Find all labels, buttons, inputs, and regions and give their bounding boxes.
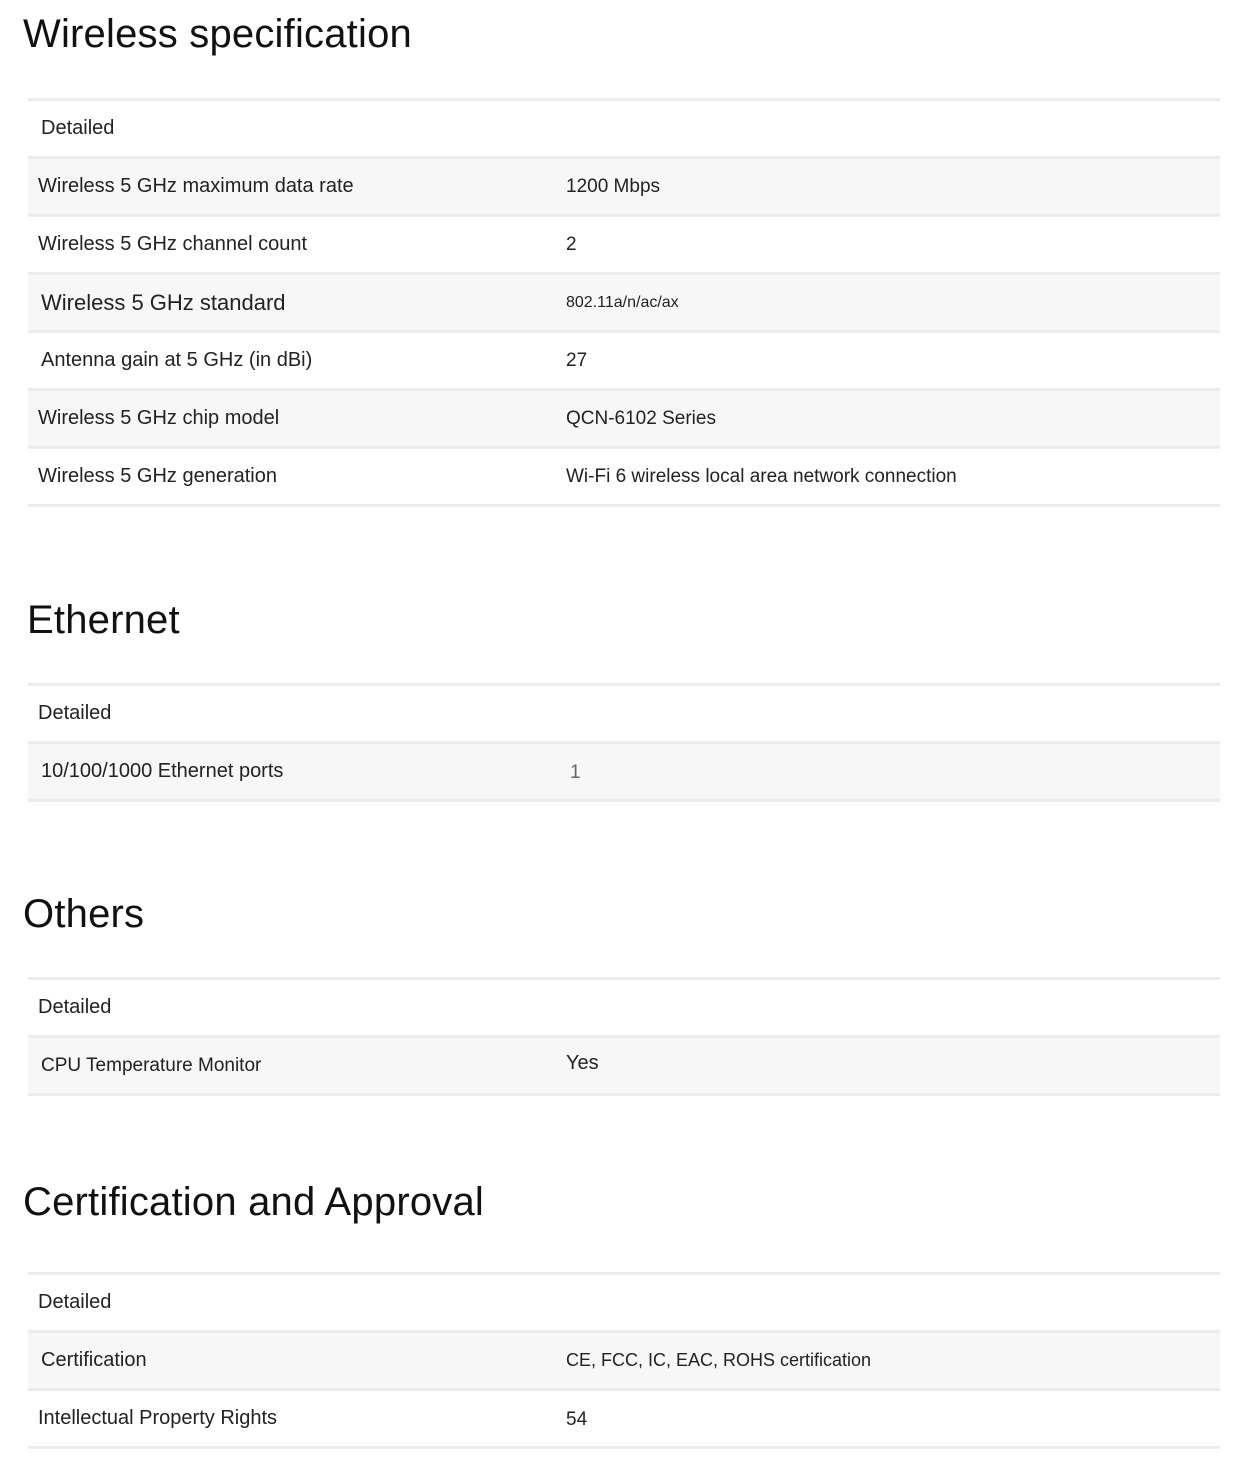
spec-label: 10/100/1000 Ethernet ports	[41, 760, 284, 782]
table-row	[28, 217, 1220, 275]
table-header-label: Detailed	[38, 996, 112, 1018]
spec-value: Yes	[566, 1052, 599, 1074]
table-header-label: Detailed	[38, 1291, 112, 1313]
section-title: Wireless specification	[23, 12, 412, 56]
spec-label: Wireless 5 GHz standard	[41, 289, 286, 315]
table-row	[28, 275, 1220, 333]
table-row	[28, 333, 1220, 391]
table-header-row	[28, 980, 1220, 1038]
spec-label: Antenna gain at 5 GHz (in dBi)	[41, 349, 313, 371]
spec-table-certification	[28, 1272, 1220, 1449]
table-header-row	[28, 686, 1220, 744]
spec-label: Certification	[41, 1349, 147, 1371]
table-row	[28, 1391, 1220, 1449]
table-row	[28, 744, 1220, 802]
spec-value: Wi-Fi 6 wireless local area network connection	[566, 465, 957, 487]
spec-label: Intellectual Property Rights	[38, 1407, 278, 1429]
spec-value: 1200 Mbps	[566, 175, 661, 197]
spec-label: Wireless 5 GHz generation	[38, 465, 277, 487]
table-header-label: Detailed	[41, 117, 115, 139]
spec-label: CPU Temperature Monitor	[41, 1054, 262, 1076]
table-header-row	[28, 1275, 1220, 1333]
spec-value: QCN-6102 Series	[566, 407, 716, 429]
section-title: Ethernet	[27, 598, 180, 642]
table-row	[28, 1333, 1220, 1391]
spec-value: 1	[570, 762, 581, 783]
spec-table-wireless	[28, 98, 1220, 507]
table-row	[28, 1038, 1220, 1096]
spec-value: 2	[566, 233, 577, 255]
spec-table-ethernet	[28, 683, 1220, 802]
spec-table-others	[28, 977, 1220, 1096]
table-row	[28, 391, 1220, 449]
table-header-row	[28, 101, 1220, 159]
table-header-label: Detailed	[38, 702, 112, 724]
section-title: Others	[23, 892, 145, 936]
table-row	[28, 449, 1220, 507]
spec-value: CE, FCC, IC, EAC, ROHS certification	[566, 1350, 872, 1370]
spec-value: 27	[566, 349, 588, 371]
spec-value: 54	[566, 1409, 588, 1430]
spec-value: 802.11a/n/ac/ax	[566, 293, 679, 311]
table-row	[28, 159, 1220, 217]
section-title: Certification and Approval	[23, 1180, 485, 1224]
spec-label: Wireless 5 GHz maximum data rate	[38, 175, 354, 197]
spec-label: Wireless 5 GHz chip model	[38, 407, 280, 429]
spec-label: Wireless 5 GHz channel count	[38, 233, 308, 255]
